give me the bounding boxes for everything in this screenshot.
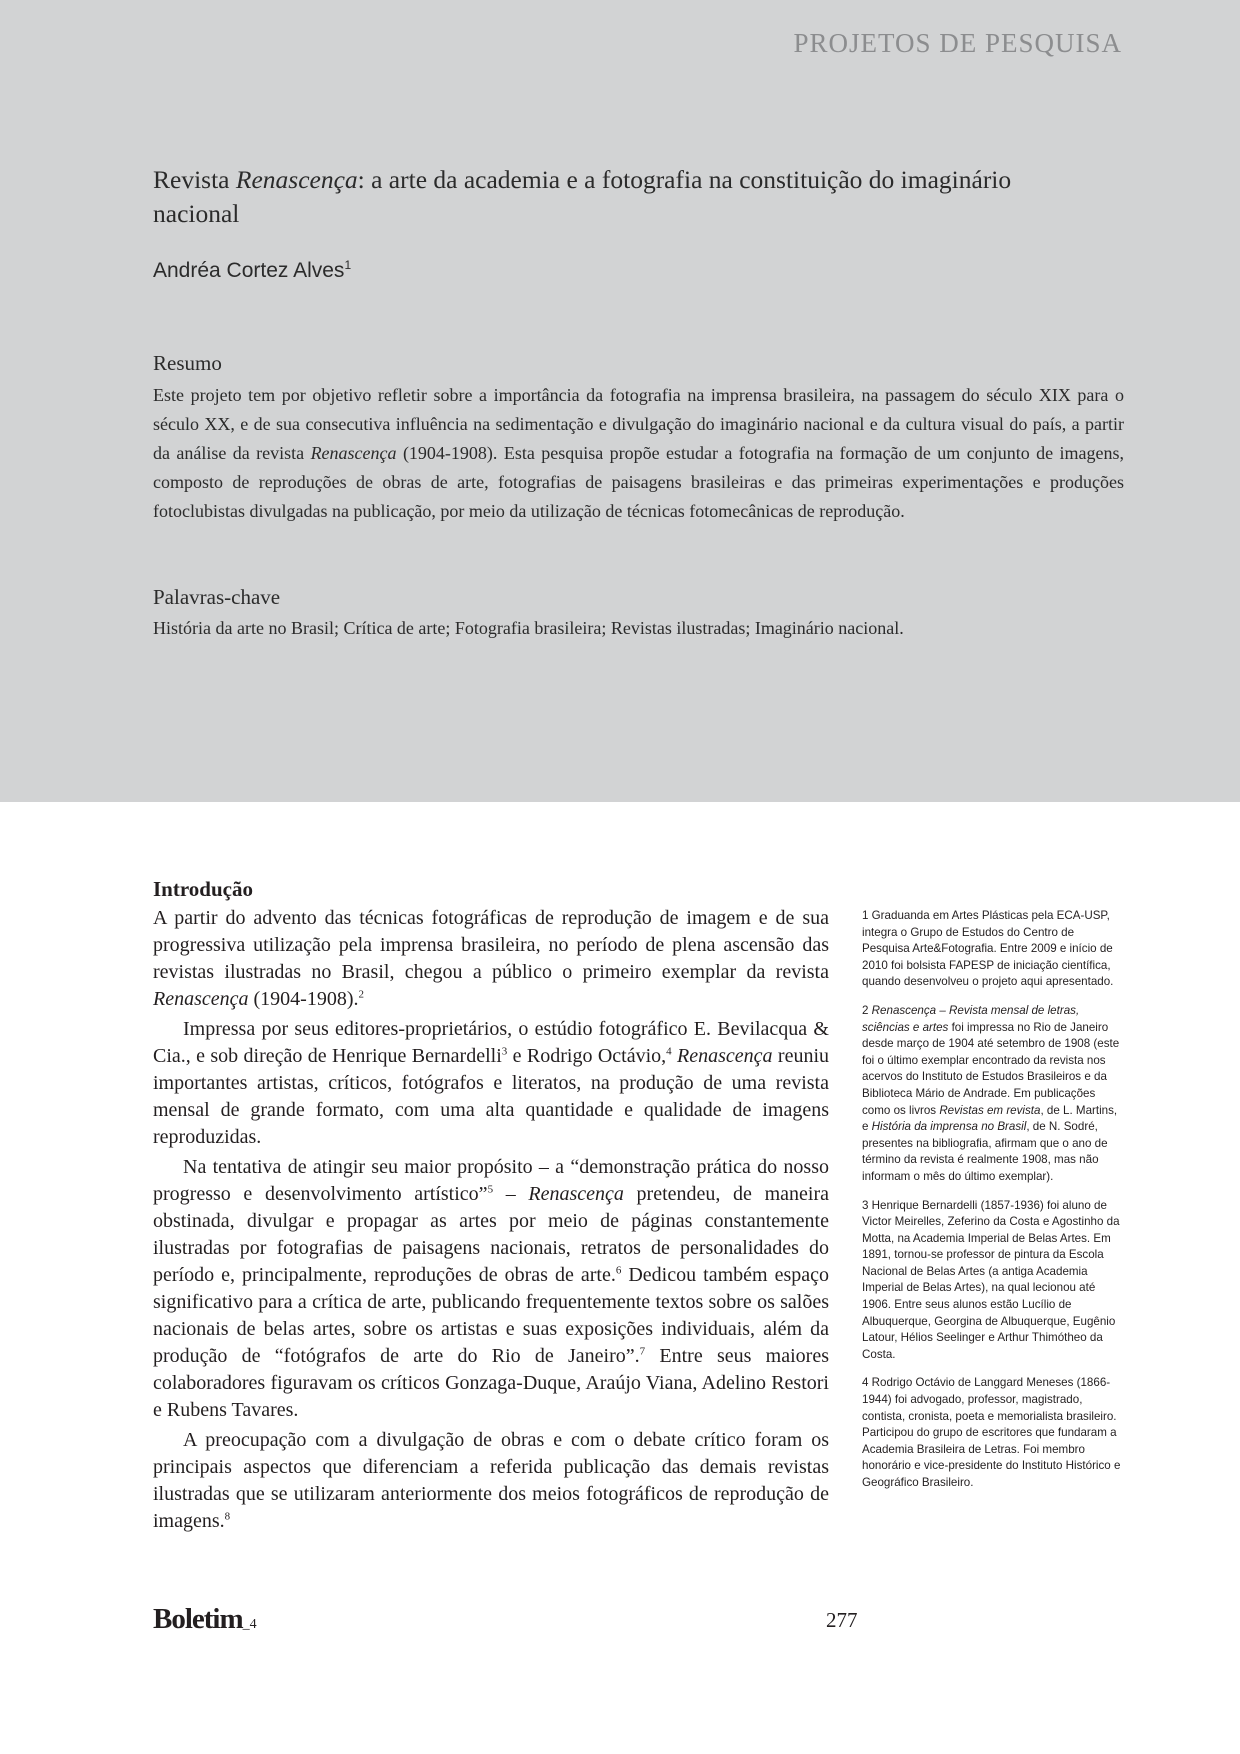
text-run: – (493, 1183, 529, 1205)
paragraph (153, 1427, 829, 1535)
text-run: Impressa por seus editores-proprietários, o estúdio fotográfico E. Bevilacqua & Cia., e sob direção de Henrique Bernardelli (153, 1018, 829, 1067)
title-part: : a arte da academia e a fotografia na constituição do imaginário nacional (153, 165, 1012, 228)
section-label: PROJETOS DE PESQUISA (793, 28, 1122, 58)
author-text: Andréa Cortez Alves (153, 259, 345, 282)
keywords-heading: Palavras-chave (153, 585, 281, 609)
text-run: , de L. Martins, e (862, 1103, 1118, 1134)
magazine-name: Renascença (528, 1183, 624, 1205)
footnote-3: 3 Henrique Bernardelli (1857-1936) foi aluno de Victor Meirelles, Zeferino da Costa e Agostinho da Motta, na Academia Imperial de Belas Artes. Em 1891, tornou-se professor de pintura da Escola Nacional de Belas Artes (a antiga Academia Imperial de Belas Artes), na qual lecionou até 1906. Entre seus alunos estão Lucílio de Albuquerque, Georgina de Albuquerque, Eugênio Latour, Hélios Seelinger e Arthur Thimótheo da Costa. (862, 1198, 1120, 1361)
text-run-italic: Renascença – Revista mensal de letras, sciências e artes (862, 1003, 1080, 1034)
footnote-4: 4 Rodrigo Octávio de Langgard Meneses (1866-1944) foi advogado, professor, magistrado, contista, cronista, poeta e memorialista brasileiro. Participou do grupo de escritores que fundaram a Academia Brasileira de Letras. Foi membro honorário e vice-presidente do Instituto Histórico e Geográfico Brasileiro. (862, 1376, 1121, 1489)
text-run: e Rodrigo Octávio, (507, 1045, 667, 1067)
logo-text: Boletim (153, 1603, 243, 1635)
article-title (153, 163, 1013, 231)
abstract-part: Este projeto tem por objetivo refletir sobre a importância da fotografia na imprensa brasileira, na passagem do século XIX para o século XX, e de sua consecutiva influência na sedimentação e divulgação do imaginário nacional e da cultura visual do país, a partir da análise da revista (153, 385, 1124, 463)
footnote-2 (862, 1003, 1124, 1186)
text-run: A preocupação com a divulgação de obras e com o debate crítico foram os principais aspectos que diferenciam a referida publicação das demais revistas ilustradas que se utilizaram anteriormente dos meios fotográficos de reprodução de imagens. (153, 1429, 829, 1532)
title-magazine-name: Renascença (235, 165, 358, 194)
footnote-ref[interactable]: 8 (224, 1510, 231, 1523)
text-run: A partir do advento das técnicas fotográficas de reprodução de imagem e de sua progressiva utilização pela imprensa brasileira, no período de plena ascensão das revistas ilustradas no Brasil, chegou a público o primeiro exemplar da revista (153, 907, 829, 983)
logo-issue: _4 (242, 1617, 257, 1632)
footnotes-column (862, 908, 1124, 1504)
author-footnote-ref[interactable]: 1 (344, 258, 352, 272)
magazine-name: Renascença (677, 1045, 773, 1067)
author-name (153, 258, 351, 283)
footnote-1: 1 Graduanda em Artes Plásticas pela ECA-USP, integra o Grupo de Estudos do Centro de Pesquisa Arte&Fotografia. Entre 2009 e início de 2010 foi bolsista FAPESP de iniciação científica, quando desenvolveu o projeto aqui apresentado. (862, 909, 1114, 989)
text-run: (1904-1908). (248, 988, 359, 1010)
keywords-text: História da arte no Brasil; Crítica de arte; Fotografia brasileira; Revistas ilustradas; Imaginário nacional. (153, 618, 904, 638)
text-run: foi impressa no Rio de Janeiro desde março de 1904 até setembro de 1908 (este foi o último exemplar encontrado da revista nos acervos do Instituto de Estudos Brasileiros e da Biblioteca Mário de Andrade. Em publicações como os livros (862, 1020, 1120, 1117)
abstract-magazine-name: Renascença (310, 443, 397, 463)
footnote-ref[interactable]: 3 (501, 1045, 508, 1058)
text-run: Dedicou também espaço significativo para a crítica de arte, publicando frequentemente textos sobre os salões nacionais de belas artes, sobre os artistas e suas exposições individuais, além da produção de “fotógrafos de arte do Rio de Janeiro”. (153, 1264, 829, 1367)
footnote-ref[interactable]: 5 (487, 1183, 494, 1196)
text-run: Na tentativa de atingir seu maior propósito – a “demonstração prática do nosso progresso e desenvolvimento artístico” (153, 1156, 829, 1205)
footnote-ref[interactable]: 2 (358, 988, 364, 1001)
footnote-ref[interactable]: 7 (639, 1345, 646, 1358)
paragraph (153, 1154, 829, 1424)
footnote-ref[interactable]: 6 (615, 1264, 622, 1277)
page-number: 277 (826, 1608, 858, 1632)
footnote-ref[interactable]: 4 (666, 1045, 672, 1058)
text-run: reuniu importantes artistas, críticos, fotógrafos e literatos, na produção de uma revista mensal de grande formato, com uma alta quantidade e qualidade de imagens reproduzidas. (153, 1045, 830, 1148)
magazine-name: Renascença (153, 988, 249, 1010)
text-run: , de N. Sodré, presentes na bibliografia, afirmam que o ano de término da revista é realmente 1908, mas não informam o mês do último exemplar). (862, 1120, 1108, 1183)
abstract-text (153, 381, 1124, 526)
text-run-italic: Revistas em revista (939, 1103, 1041, 1117)
abstract-part: (1904-1908). Esta pesquisa propõe estudar a fotografia na formação de um conjunto de imagens, composto de reproduções de obras de arte, fotografias de paisagens brasileiras e das primeiras experimentações e produções fotoclubistas divulgadas na publicação, por meio da utilização de técnicas fotomecânicas de reprodução. (153, 443, 1124, 521)
text-run: pretendeu, de maneira obstinada, divulgar e propagar as artes por meio de páginas constantemente ilustradas por fotografias de paisagens nacionais, retratos de personalidades do período e, principalmente, reproduções de obras de arte. (153, 1183, 829, 1286)
paragraph (153, 1016, 829, 1151)
text-run: 2 (862, 1003, 872, 1017)
paragraph (153, 905, 829, 1013)
title-part: Revista (153, 165, 236, 194)
text-run: Entre seus maiores colaboradores figuravam os críticos Gonzaga-Duque, Araújo Viana, Adelino Restori e Rubens Tavares. (153, 1345, 829, 1421)
introduction-heading: Introdução (153, 877, 253, 901)
text-run-italic: História da imprensa no Brasil (871, 1120, 1027, 1134)
introduction-body (153, 905, 829, 1535)
abstract-heading: Resumo (153, 351, 222, 375)
journal-logo (153, 1603, 257, 1636)
